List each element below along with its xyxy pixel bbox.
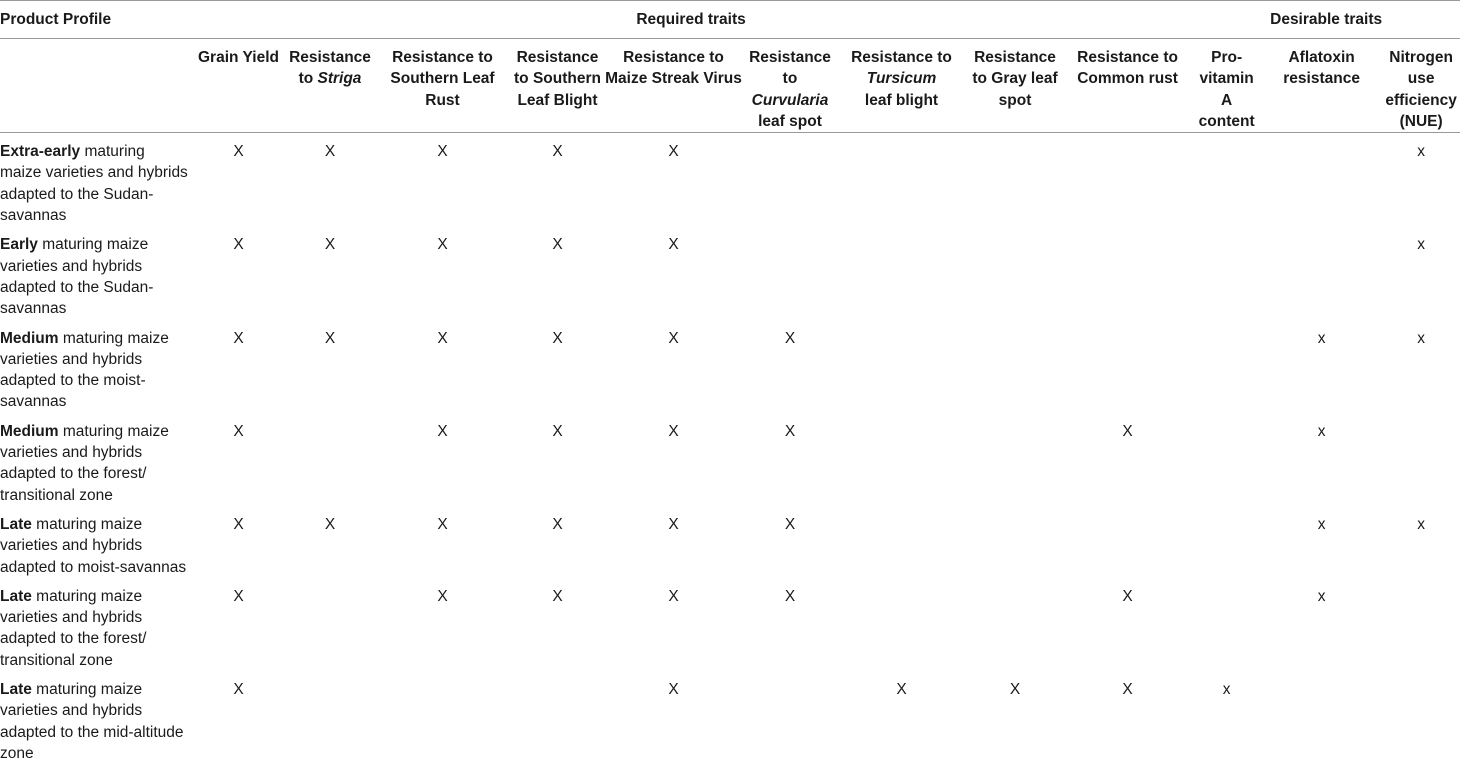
profile-cell xyxy=(0,133,190,227)
column-header-common-rust: Resistance to Common rust xyxy=(1077,49,1178,88)
trait-mark: x xyxy=(1417,236,1425,254)
trait-mark: X xyxy=(784,329,796,347)
trait-mark: X xyxy=(324,236,336,254)
trait-mark xyxy=(373,671,512,765)
trait-mark: x xyxy=(1317,422,1326,440)
maturity-label: Early xyxy=(0,236,38,254)
trait-mark: X xyxy=(437,587,448,605)
trait-mark xyxy=(836,413,967,506)
table-row xyxy=(0,506,1460,578)
trait-mark xyxy=(967,506,1063,578)
column-header-maize-streak-virus: Resistance to Maize Streak Virus xyxy=(605,49,742,88)
profile-description: maturing maize varieties and hybrids adapted to the forest/ transitional zone xyxy=(0,422,169,504)
trait-mark: X xyxy=(784,587,796,605)
product-profile-header: Product Profile xyxy=(0,11,112,28)
trait-mark xyxy=(1382,578,1460,671)
trait-mark: x xyxy=(1317,515,1326,533)
trait-mark: x xyxy=(1417,329,1425,347)
trait-mark: x xyxy=(1417,515,1425,533)
profile-description: maturing maize varieties and hybrids adapted to moist-savannas xyxy=(0,515,187,576)
trait-mark: X xyxy=(668,422,679,440)
trait-mark: X xyxy=(324,329,336,347)
required-traits-header: Required traits xyxy=(636,11,746,28)
trait-mark xyxy=(1261,226,1382,319)
column-header-blank xyxy=(0,39,190,133)
trait-mark xyxy=(836,578,967,671)
trait-mark: X xyxy=(1122,587,1133,605)
trait-mark: X xyxy=(552,236,563,254)
trait-mark: X xyxy=(668,329,679,347)
trait-mark xyxy=(967,133,1063,227)
trait-mark xyxy=(744,671,836,765)
trait-mark: X xyxy=(233,143,244,161)
table-row xyxy=(0,226,1460,319)
table-row xyxy=(0,671,1460,765)
trait-mark xyxy=(1192,413,1261,506)
trait-mark: x xyxy=(1417,143,1425,161)
trait-mark xyxy=(967,226,1063,319)
trait-mark xyxy=(287,413,373,506)
column-header-southern-leaf-blight: Resistance to Southern Leaf Blight xyxy=(514,49,601,109)
trait-mark: X xyxy=(437,515,448,533)
trait-mark xyxy=(836,226,967,319)
trait-mark: X xyxy=(437,143,448,161)
trait-mark: X xyxy=(324,515,336,533)
trait-mark: X xyxy=(437,236,448,254)
column-header-aflatoxin: Aflatoxin resistance xyxy=(1283,49,1360,88)
profile-cell xyxy=(0,226,190,319)
column-header-curvularia-suffix: leaf spot xyxy=(758,112,822,130)
trait-mark xyxy=(1063,320,1192,413)
trait-mark xyxy=(836,320,967,413)
maturity-label: Medium xyxy=(0,329,59,347)
trait-mark xyxy=(967,320,1063,413)
trait-mark: X xyxy=(233,681,244,699)
profile-description: maturing maize varieties and hybrids adapted to the Sudan-savannas xyxy=(0,143,188,225)
group-header-row xyxy=(0,1,1460,39)
table-row xyxy=(0,413,1460,506)
trait-mark: X xyxy=(668,587,679,605)
column-header-southern-leaf-rust: Resistance to Southern Leaf Rust xyxy=(390,49,495,109)
maturity-label: Medium xyxy=(0,422,59,440)
column-header-tursicum-prefix: Resistance to xyxy=(851,49,952,66)
maturity-label: Late xyxy=(0,681,32,699)
profile-description: maturing maize varieties and hybrids adapted to the Sudan-savannas xyxy=(0,236,154,318)
trait-mark: X xyxy=(552,143,563,161)
trait-mark: X xyxy=(896,681,907,699)
trait-mark: X xyxy=(552,329,563,347)
trait-mark: X xyxy=(668,681,679,699)
column-header-striga-italic: Striga xyxy=(317,70,362,88)
column-header-striga xyxy=(287,39,373,133)
trait-mark xyxy=(967,413,1063,506)
trait-mark: X xyxy=(437,329,448,347)
trait-mark xyxy=(287,578,373,671)
trait-mark xyxy=(1382,671,1460,765)
trait-mark xyxy=(836,506,967,578)
column-header-provitamin-a: Pro-vitamin A content xyxy=(1198,49,1255,130)
trait-mark: X xyxy=(233,329,244,347)
table-row xyxy=(0,133,1460,227)
trait-mark xyxy=(1192,578,1261,671)
trait-mark: X xyxy=(233,422,244,440)
trait-mark: X xyxy=(668,515,679,533)
trait-mark xyxy=(512,671,603,765)
column-header-curvularia-italic: Curvularia xyxy=(751,91,829,109)
table-body xyxy=(0,133,1460,765)
trait-mark xyxy=(836,133,967,227)
trait-mark xyxy=(287,671,373,765)
column-header-row xyxy=(0,39,1460,133)
table-row xyxy=(0,578,1460,671)
trait-mark xyxy=(1382,413,1460,506)
profile-cell xyxy=(0,578,190,671)
trait-mark xyxy=(744,133,836,227)
profile-description: maturing maize varieties and hybrids adapted to the forest/ transitional zone xyxy=(0,587,147,669)
trait-mark: X xyxy=(1009,681,1021,699)
column-header-tursicum-italic: Tursicum xyxy=(866,70,937,88)
trait-mark xyxy=(1192,226,1261,319)
trait-mark xyxy=(1192,320,1261,413)
column-header-tursicum xyxy=(836,39,967,133)
trait-mark xyxy=(744,226,836,319)
maturity-label: Late xyxy=(0,515,32,533)
trait-mark: X xyxy=(1122,422,1133,440)
trait-mark: X xyxy=(1122,681,1133,699)
trait-mark: X xyxy=(324,143,336,161)
trait-mark xyxy=(1192,133,1261,227)
profile-cell xyxy=(0,320,190,413)
trait-mark: X xyxy=(668,143,679,161)
profile-description: maturing maize varieties and hybrids adapted to the moist-savannas xyxy=(0,329,169,411)
trait-mark: x xyxy=(1222,681,1231,699)
column-header-gray-leaf-spot: Resistance to Gray leaf spot xyxy=(972,49,1058,109)
column-header-striga-prefix: Resistance to xyxy=(289,49,371,88)
table-row xyxy=(0,320,1460,413)
trait-mark: X xyxy=(784,515,796,533)
profile-cell xyxy=(0,506,190,578)
trait-mark: x xyxy=(1317,587,1326,605)
trait-mark xyxy=(1192,506,1261,578)
trait-mark: X xyxy=(784,422,796,440)
trait-mark xyxy=(1261,133,1382,227)
maturity-label: Extra-early xyxy=(0,143,81,161)
trait-mark xyxy=(967,578,1063,671)
trait-mark xyxy=(1261,671,1382,765)
trait-mark: X xyxy=(437,422,448,440)
trait-mark: X xyxy=(552,422,563,440)
column-header-nue: Nitrogen use efficiency (NUE) xyxy=(1385,49,1457,130)
column-header-tursicum-suffix: leaf blight xyxy=(864,91,939,109)
trait-mark: X xyxy=(552,587,563,605)
trait-mark xyxy=(1063,506,1192,578)
trait-mark: X xyxy=(233,236,244,254)
profile-description: maturing maize varieties and hybrids adapted to the mid-altitude zone xyxy=(0,681,184,762)
trait-mark: x xyxy=(1317,329,1326,347)
trait-mark: X xyxy=(552,515,563,533)
profile-cell xyxy=(0,671,190,765)
trait-mark: X xyxy=(668,236,679,254)
trait-mark: X xyxy=(233,515,244,533)
trait-mark: X xyxy=(233,587,244,605)
column-header-curvularia-prefix: Resistance to xyxy=(749,49,831,88)
trait-mark xyxy=(1063,133,1192,227)
column-header-curvularia xyxy=(744,39,836,133)
trait-mark xyxy=(1063,226,1192,319)
profile-cell xyxy=(0,413,190,506)
maturity-label: Late xyxy=(0,587,32,605)
desirable-traits-header: Desirable traits xyxy=(1270,11,1383,28)
column-header-grain-yield: Grain Yield xyxy=(198,49,279,66)
